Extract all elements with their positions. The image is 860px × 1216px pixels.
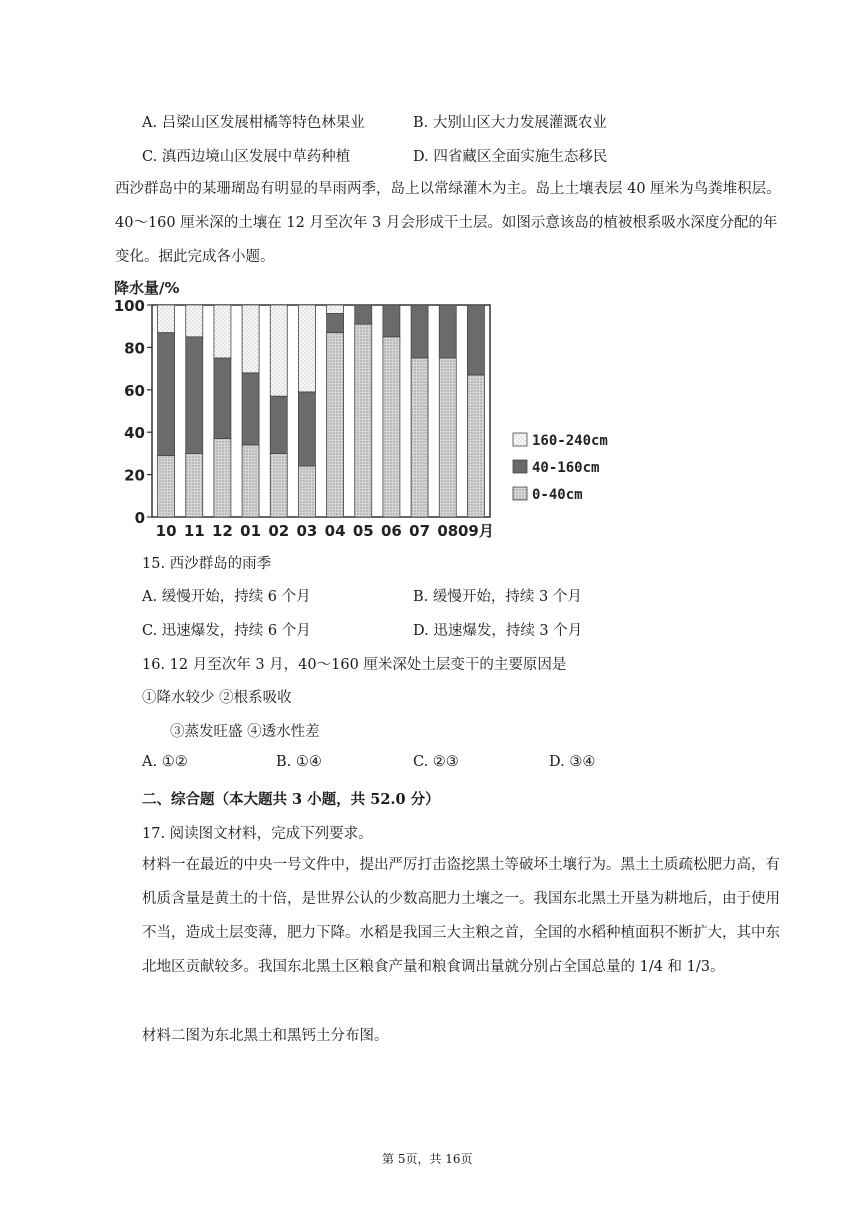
option-16-d: D. ③④ [549,754,596,770]
bar-segment [467,375,484,517]
bar-segment [327,333,344,517]
x-tick-label: 08 [437,522,459,540]
bar-segment [186,337,203,454]
bar-segment [242,445,259,517]
bar-segment [242,373,259,445]
y-tick-label: 0 [134,509,145,527]
section-2-heading: 二、综合题（本大题共 3 小题，共 52.0 分） [142,791,440,808]
bar-segment [242,305,259,373]
bar-segment [439,358,456,517]
bar-segment [186,305,203,337]
question-17-stem: 17. 阅读图文材料，完成下列要求。 [142,826,373,842]
bar-segment [214,439,231,517]
legend-label: 40-160cm [532,460,600,476]
bar-segment [158,456,175,517]
bar-segment [158,305,175,333]
legend-swatch [513,433,527,446]
bar-segment [327,305,344,313]
y-tick-label: 20 [124,466,145,485]
x-tick-label: 09月 [457,522,494,540]
y-tick-label: 80 [124,339,145,358]
option-14-d: D. 四省藏区全面实施生态移民 [413,149,608,165]
bar-segment [214,305,231,358]
bar-segment [327,313,344,332]
bar-segment [411,305,428,358]
y-tick-label: 100 [113,297,145,315]
legend-label: 160-240cm [532,433,608,449]
option-14-c: C. 滇西边境山区发展中草药种植 [142,149,351,165]
bar-segment [298,466,315,517]
x-tick-label: 11 [183,522,205,540]
x-tick-label: 07 [409,522,431,540]
legend-label: 0-40cm [532,487,583,503]
x-tick-label: 04 [324,522,346,540]
legend-swatch [513,487,527,500]
option-14-b: B. 大别山区大力发展灌溉农业 [413,115,607,131]
x-tick-label: 03 [296,522,318,540]
bar-segment [383,305,400,337]
bar-segment [158,333,175,456]
option-15-d: D. 迅速爆发，持续 3 个月 [413,623,583,639]
bar-segment [467,305,484,375]
bar-segment [355,305,372,324]
bar-segment [270,396,287,453]
bar-segment [298,392,315,466]
option-15-a: A. 缓慢开始，持续 6 个月 [142,589,311,605]
bar-segment [214,358,231,439]
x-tick-label: 10 [155,522,177,540]
bar-segment [186,453,203,517]
question-15-stem: 15. 西沙群岛的雨季 [142,556,272,572]
x-tick-label: 05 [352,522,374,540]
option-16-a: A. ①② [142,754,188,770]
option-16-b: B. ①④ [276,754,322,770]
y-tick-label: 40 [124,424,145,443]
bar-segment [411,358,428,517]
x-tick-label: 02 [268,522,290,540]
option-14-a: A. 吕梁山区发展柑橘等特色林果业 [142,115,365,131]
x-tick-label: 12 [211,522,233,540]
bar-segment [298,305,315,392]
bar-segment [270,305,287,396]
bar-segment [383,337,400,517]
bar-segment [355,324,372,517]
bar-segment [439,305,456,358]
option-16-c: C. ②③ [413,754,459,770]
material-2-paragraph: 材料二图为东北黑土和黑钙土分布图。 [142,1028,389,1044]
question-16-choices-line-1: ①降水较少 ②根系吸收 [142,690,292,706]
y-tick-label: 60 [124,381,145,400]
question-16-choices-line-2: ③蒸发旺盛 ④透水性差 [170,724,320,740]
question-16-stem: 16. 12 月至次年 3 月，40～160 厘米深处土层变干的主要原因是 [142,657,567,673]
option-15-b: B. 缓慢开始，持续 3 个月 [413,589,582,605]
intro-paragraph: 西沙群岛中的某珊瑚岛有明显的旱雨两季，岛上以常绿灌木为主。岛上土壤表层 40 厘米为鸟粪堆积层。40～160 厘米深的土壤在 12 月至次年 3 月会形成干土层。如图示意该岛的植被根系吸水深度分配的年变化。据此完成各小题。 [115,181,781,265]
bar-segment [270,453,287,517]
option-15-c: C. 迅速爆发，持续 6 个月 [142,623,311,639]
legend-swatch [513,460,527,473]
material-1-paragraph: 材料一在最近的中央一号文件中，提出严厉打击盗挖黑土等破坏土壤行为。黑土土质疏松肥力高，有机质含量是黄土的十倍，是世界公认的少数高肥力土壤之一。我国东北黑土开垦为耕地后，由于使用不当，造成土层变薄，肥力下降。水稻是我国三大主粮之首，全国的水稻种植面积不断扩大，其中东北地区贡献较多。我国东北黑土区粮食产量和粮食调出量就分别占全国总量的 1/4 和 1/3。 [142,857,780,975]
root-water-uptake-chart [108,276,628,544]
x-tick-label: 06 [380,522,402,540]
x-tick-label: 01 [240,522,262,540]
page-footer: 第 5页，共 16页 [382,1152,473,1166]
chart-y-axis-label: 降水量/% [114,279,180,297]
